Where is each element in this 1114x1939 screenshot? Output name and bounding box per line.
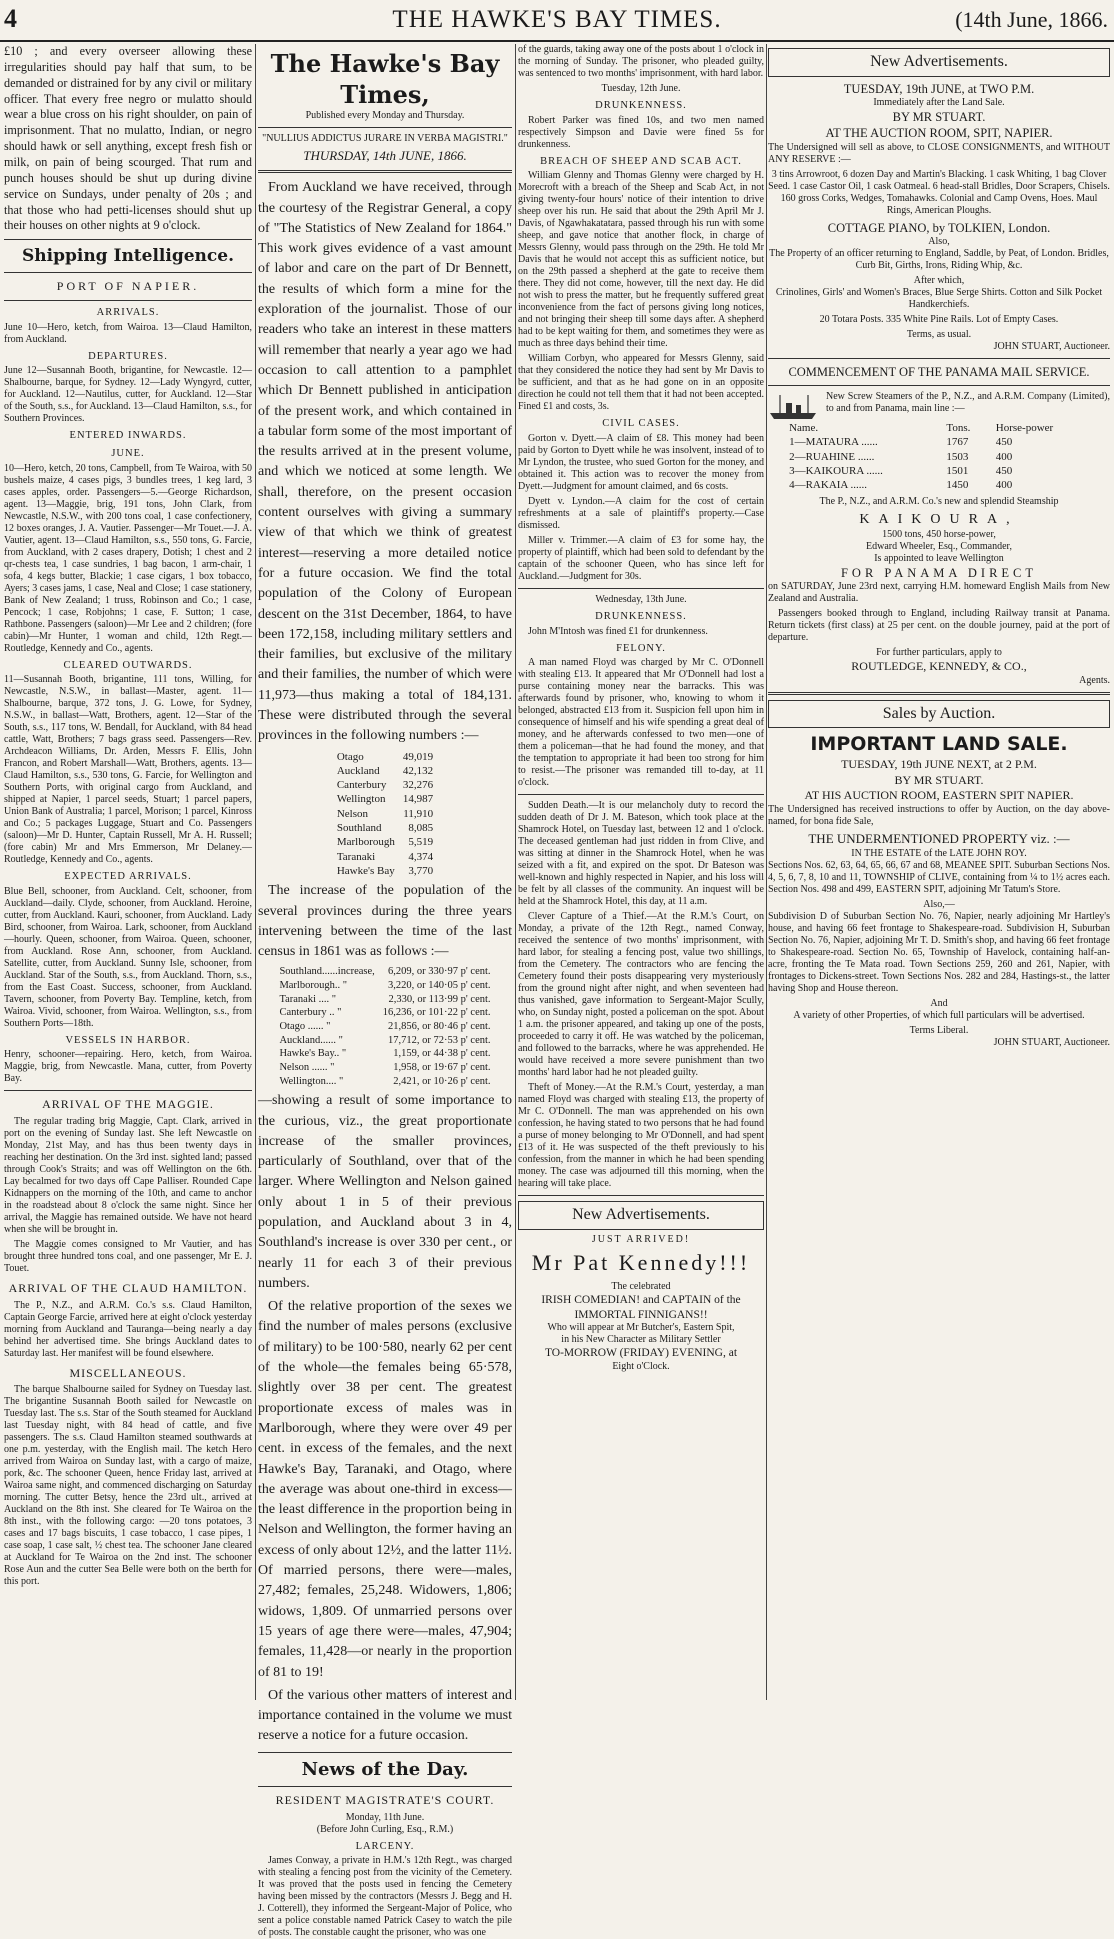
column-2	[258, 44, 512, 1939]
harbor-heading: VESSELS IN HARBOR.	[65, 1034, 191, 1046]
land-sale-date: TUESDAY, 19th JUNE NEXT, at 2 P.M.	[841, 757, 1037, 772]
table-row: Southland......increase, 6,209, or 330·97 p' cent.	[279, 966, 491, 978]
expected-list: Blue Bell, schooner, from Auckland. Celt, schooner, from Auckland—daily. Clyde, schooner, from Auckland. Heroine, cutter, from Auckland. Kauri, schooner, from Auckland. Lady Bird, schooner, from Wairoa. Lark, schooner, from Auckland—hourly. Queen, schooner, from Wairoa. Queen, schooner, from Auckland. Rose Ann, schooner, from Auckland. Satellite, cutter, from Auckland. Sunny Isle, schooner, from Auckland. Star of the South, s.s., from Auckland. Thorn, s.s., from the East Coast. Success, schooner, from Auckland. Tavern, schooner, from Poverty Bay. Templine, ketch, from Wairoa. Vivid, schooner, from Wairoa. Wellington, s.s., from Southern Ports—18th.	[4, 885, 252, 1029]
drunkenness-text-2: John M'Intosh was fined £1 for drunkenness.	[528, 625, 708, 637]
leader-text-2: —showing a result of some importance to the curious, viz., the great proportionate increase of the smaller provinces, particularly of Southland, over that of the larger. Where Wellington and Nelson gained only about 1 in 5 of their previous population, and Auckland about 3 in 4, Southland's increase is over 330 per cent., or nearly 11 for each 3 of their previous numbers.	[258, 1093, 512, 1291]
auctioneer-signature-2: JOHN STUART, Auctioneer.	[993, 1036, 1110, 1048]
new-adv-heading: New Advertisements.	[518, 1201, 764, 1230]
agents: Agents.	[1079, 674, 1110, 686]
table-row: Hawke's Bay 3,770	[336, 864, 434, 877]
terms-liberal: Terms Liberal.	[909, 1024, 969, 1036]
celebrated: The celebrated	[611, 1280, 671, 1292]
leader-text-3: Of the relative proportion of the sexes we find the number of males persons (exclusive of military) to be 100·580, nearly 62 per cent of the whole—the females being 65·578, slightly over 38 per cent. The greatest proportionate excess of males was in Marlborough, where they were over 49 per cent. in excess of the females, and the next Hawke's Bay, Taranaki, and Otago, where the average was about one-third in excess—the least difference in the proportion being in Nelson and Wellington, the former having an excess of only about 12½, and the latter 11½. Of married persons, there were—males, 27,482; females, 25,248. Widowers, 1,806; widows, 1,809. Of unmarried persons over 15 years of age there were—males, 47,904; females, 11,428—or nearly in the proportion of 81 to 19!	[258, 1299, 512, 1680]
province-table	[333, 750, 437, 879]
table-row: Hawke's Bay.. " 1,159, or 44·38 p' cent.	[279, 1048, 491, 1060]
port-heading: PORT OF NAPIER.	[56, 279, 200, 294]
expected-heading: EXPECTED ARRIVALS.	[64, 871, 192, 883]
kaikoura-name: KAIKOURA,	[859, 511, 1019, 527]
shipping-heading: Shipping Intelligence.	[22, 246, 234, 267]
just-arrived: JUST ARRIVED!	[591, 1234, 691, 1245]
increase-table	[275, 965, 494, 1088]
column-1	[4, 44, 252, 1698]
column-4	[768, 44, 1110, 1698]
masthead	[0, 0, 1114, 42]
auctioneer-signature: JOHN STUART, Auctioneer.	[993, 340, 1110, 352]
screw-steamers-text: New Screw Steamers of the P., N.Z., and A.R.M. Company (Limited), to and from Panama, main line :—	[826, 391, 1110, 415]
undersigned-text: The Undersigned will sell as above, to CLOSE CONSIGNMENTS, and WITHOUT ANY RESERVE :—	[768, 141, 1110, 165]
wednesday-date: Wednesday, 13th June.	[595, 593, 687, 605]
cottage-piano: COTTAGE PIANO, by TOLKIEN, London.	[827, 220, 1051, 235]
issue-date: (14th June, 1866.	[955, 7, 1108, 32]
sales-by-auction-heading: Sales by Auction.	[768, 700, 1110, 729]
table-row: Auckland...... " 17,712, or 72·53 p' cent.	[279, 1034, 491, 1046]
table-row: Nelson 11,910	[336, 807, 434, 820]
court-heading: RESIDENT MAGISTRATE'S COURT.	[275, 1793, 495, 1808]
table-row: Otago ...... " 21,856, or 80·46 p' cent.	[279, 1021, 491, 1032]
splendid-text: The P., N.Z., and A.R.M. Co.'s new and splendid Steamship	[819, 495, 1059, 507]
after-land-sale: Immediately after the Land Sale.	[873, 97, 1005, 109]
claud-text: The P., N.Z., and A.R.M. Co.'s s.s. Claud Hamilton, Captain George Farcie, arrived here at eight o'clock yesterday morning from Auckland and Tauranga—being nearly a day behind her advertised time. She brings Auckland dates to Saturday last. Her manifest will be found elsewhere.	[4, 1299, 252, 1359]
important-land-sale: IMPORTANT LAND SALE.	[810, 733, 1068, 756]
totara-list: 20 Totara Posts. 335 White Pine Rails. Lot of Empty Cases.	[819, 313, 1059, 325]
by-stuart: BY MR STUART.	[892, 110, 986, 125]
character-line: in his New Character as Military Settler	[561, 1334, 721, 1346]
newspaper-title: THE HAWKE'S BAY TIMES.	[392, 6, 722, 33]
drunkenness-heading-2: DRUNKENNESS.	[595, 610, 687, 622]
maggie-heading: ARRIVAL OF THE MAGGIE.	[42, 1097, 214, 1112]
table-row: Marlborough 5,519	[336, 836, 434, 849]
motto: "NULLIUS ADDICTUS JURARE IN VERBA MAGISTRI."	[262, 133, 508, 145]
claud-heading: ARRIVAL OF THE CLAUD HAMILTON.	[8, 1281, 248, 1296]
court-date: Monday, 11th June.	[345, 1811, 425, 1823]
civil-case-3: Miller v. Trimmer.—A claim of £3 for some hay, the property of plaintiff, which had been sold to defendant by the captain of the schooner Queen, who has since left for Auckland.—Judgment for 30s.	[518, 534, 764, 582]
court-before: (Before John Curling, Esq., R.M.)	[316, 1823, 454, 1835]
felony-text: A man named Floyd was charged by Mr C. O'Donnell with stealing £13. It appeared that Mr O'Donnell had lost a purse containing money near the barracks. This was afterwards found by prisoner, who, knowing to whom it belonged, abstracted £13 from it. Suspicion fell upon him in consequence of himself and his wife spending a great deal of money, and he afterwards confessed to two men—one of them a policeman—that he had found the money, and that the temptation to appropriate it had been too strong for him to resist.—The prisoner was remanded till to-day, at 11 o'clock.	[518, 657, 764, 789]
routledge: ROUTLEDGE, KENNEDY, & CO.,	[851, 658, 1027, 673]
table-row: Taranaki .... " 2,330, or 113·99 p' cent.	[279, 993, 491, 1005]
page-number: 4	[4, 4, 17, 33]
saturday-text: on SATURDAY, June 23rd next, carrying H.M. homeward English Mails from New Zealand and Australia.	[768, 580, 1110, 604]
theft-text: Theft of Money.—At the R.M.'s Court, yesterday, a man named Floyd was charged with stealing £13, the property of Mr C. O'Donnell. The man was apprehended on his own confession, he having stated to two persons that he had found a purse of money belonging to Mr O'Donnell, and had spent £13 of it. He was suspected of the theft previously to his confession, from the manner in which he had been spending money. The case was adjourned till this morning, when the hearing will take place.	[518, 1082, 764, 1190]
entered-list: 10—Hero, ketch, 20 tons, Campbell, from Te Wairoa, with 50 bushels maize, 4 cases pigs, 3 bundles trees, 1 keg lard, 3 cases apples, order. Passengers—5.—George Richardson, agent. 13—Maggie, brig, 191 tons, John Clark, from Newcastle, N.S.W., with 200 tons coal, 1 case confectionery, 12 boxes oranges, J. A. Vautier. Passenger—Mr Touet.—J. A. Vautier, agent. 13—Claud Hamilton, s.s., 550 tons, G. Farcie, from Auckland, with 2 cases drapery, Dotish; 1 chest and 2 qr-chests tea, 1 case sundries, 1 bag bacon, 1 arm-chair, 1 sofa, 4 kegs butter, Blackie; 1 case cigars, 1 box tobacco, Ayers; 3 cases jams, 1 case, Neal and Close; 1 case stationery, Bank of New Zealand; 1 truss, Robinson and Co.; 1 case, Pencock; 1 case, Robjohns; 1 case, F. Sutton; 1 case, Rathbone. Passengers (saloon)—Mr Lee and 2 children; (fore cabin)—Mr Hunter, 1 woman and child, 12th Regt.—Routledge, Kennedy and Co., agents.	[4, 462, 252, 654]
officer-property: The Property of an officer returning to England, Saddle, by Peat, of London. Bridles, Curb Bit, Girths, Irons, Riding Whip, &c.	[769, 247, 1109, 271]
leader-text-4: Of the various other matters of interest and importance contained in the volume we must reserve a notice for a future occasion.	[258, 1687, 512, 1744]
misc-text: The barque Shalbourne sailed for Sydney on Tuesday last. The brigantine Susannah Booth sailed for Newcastle on Tuesday last. The s.s. Star of the South steamed for Auckland last Tuesday night, with 84 head of cattle, and five passengers. The s.s. Claud Hamilton steamed southwards at one p.m. yesterday, with the English mail. The ketch Hero arrived from Wairoa on Sunday last, with a cargo of maize, pork, &c. The schooner Queen, hence Friday last, arrived at Wairoa same night, and commenced discharging on Saturday morning. The cutter Betsy, hence the 23rd ult., arrived at Auckland on the 8th inst. She cleared for Te Wairoa on the 8th inst., with the following cargo: —20 tons potatoes, 3 cases and 17 bags biscuits, 1 case tobacco, 1 case pipes, 1 case soap, 1 case salt, ½ chest tea. The schooner Jane cleared at Auckland for Te Wairoa on the 2nd inst. The schooner Rose Aun and the cutter Sea Belle were both on the berth for this port.	[4, 1384, 252, 1588]
civil-heading: CIVIL CASES.	[602, 418, 680, 430]
sudden-death-text: Sudden Death.—It is our melancholy duty to record the sudden death of Dr J. M. Bateson, which took place at the Shamrock Hotel, on Tuesday last, between 12 and 1 o'clock. The deceased gentleman had just ridden in from Clive, and was sitting at dinner in the Shamrock Hotel, when he was seized with a fit, and expired on the spot. Dr Bateson was well-known and highly respected in Napier, and his loss will be felt by all classes of the community. An inquest will be held at the Shamrock Hotel, this day, at 11 a.m.	[518, 800, 764, 908]
column-rule	[255, 44, 256, 1700]
subdivision-list: Subdivision D of Suburban Section No. 76, Napier, nearly adjoining Mr Hartley's house, and having 66 feet frontage to Shakespeare-road. Subdivision H, Suburban Section No. 76, Napier, adjoining Mr T. D. Smith's shop, and having 66 feet frontage to Shakespeare-road. Section No. 65, Township of Havelock, containing half-an-acre, fronting the Te Mata road. Town Sections 259, 260 and 261, Napier, with frontages to Dickens-street. Town Sections Nos. 282 and 284, Hastings-st., the latter having Shop and House thereon.	[768, 910, 1110, 994]
capture-text: Clever Capture of a Thief.—At the R.M.'s Court, on Monday, a private of the 12th Regt., named Conway, received the sentence of two months' imprisonment, with hard labor, for stealing a fencing post, value two shillings, from the Cemetery. The contractors who are fencing the Cemetery found their posts disappearing very mysteriously from the ground night after night, and when seventeen had thus vanished, gave information to Sergeant-Major Scully, who, on Sunday night, posted a policeman on the spot. About 1 a.m. the prisoner appeared, and taking up one of the posts, proceeded to carry it off. He was watched by the policeman, and followed to the barracks, where he was apprehended. He would have received a more severe punishment than two months' hard labor had he not pleaded guilty.	[518, 911, 764, 1079]
steamship-icon	[768, 391, 820, 421]
table-row: Marlborough.. " 3,220, or 140·05 p' cent.	[279, 980, 491, 992]
land-auction-room: AT HIS AUCTION ROOM, EASTERN SPIT NAPIER.	[804, 788, 1074, 803]
tomorrow-line: TO-MORROW (FRIDAY) EVENING, at	[544, 1347, 738, 1360]
arrivals-list: June 10—Hero, ketch, from Wairoa. 13—Claud Hamilton, from Auckland.	[4, 321, 252, 345]
maggie-text-2: The Maggie comes consigned to Mr Vautier, and has brought three hundred tons coal, and one passenger, Mr E. J. Touet.	[4, 1239, 252, 1275]
land-by-stuart: BY MR STUART.	[894, 772, 984, 787]
auction-room: AT THE AUCTION ROOM, SPIT, NAPIER.	[825, 126, 1053, 141]
civil-case-1: Gorton v. Dyett.—A claim of £8. This money had been paid by Gorton to Dyett while he was insolvent, instead of to Mr Lyndon, the trustee, who sued Gorton for the money, and obtained it. This action was to recover the money from Dyett.—Judgment for amount claimed, and 6s costs.	[518, 432, 764, 492]
passengers-text: Passengers booked through to England, including Railway transit at Panama. Return tickets (first class) at 25 per cent. on the double journey, paid at the port of departure.	[768, 607, 1110, 643]
sale-date: TUESDAY, 19th JUNE, at TWO P.M.	[843, 81, 1035, 96]
eight-oclock: Eight o'Clock.	[612, 1361, 670, 1373]
leader-text: From Auckland we have received, through the courtesy of the Registrar General, a copy of "The Statistics of New Zealand for 1864." This work gives evidence of a vast amount of labor and care on the part of Dr Bennett, the results of which form a mine for the exploration of the journalist. Those of our readers who take an interest in these matters will remember that nearly a year ago we had occasion to call attention to a pamphlet which Dr Bennett published in anticipation of the present work, and which contained in a tabular form some of the most important of the results arrived at in the present volume, and which we noticed at some length. We shall, therefore, on the present occasion content ourselves with giving a summary view of that which we think of greatest interest—reserving a more detailed notice for a future occasion. We find the total population of the Colony of European descent on the 31st December, 1864, to have been 172,158, including military settlers and their families, but exclusive of the military and their families, the number of which were 11,973—thus making a total of 184,131. These were distributed through the several provinces in the following numbers :—	[258, 180, 512, 744]
table-row: Wellington.... " 2,421, or 10·26 p' cent.	[279, 1075, 491, 1087]
harbor-list: Henry, schooner—repairing. Hero, ketch, from Wairoa. Maggie, brig, from Newcastle. Mana, cutter, from Poverty Bay.	[4, 1049, 252, 1085]
appointed: Is appointed to leave Wellington	[874, 552, 1004, 564]
undermentioned-property: THE UNDERMENTIONED PROPERTY viz. :—	[808, 830, 1070, 846]
also-label-2: Also,—	[923, 898, 955, 910]
misc-heading: MISCELLANEOUS.	[69, 1365, 187, 1380]
column-rule	[766, 44, 767, 1700]
kennedy-name: Mr Pat Kennedy!!!	[531, 1250, 751, 1275]
finnigans: IMMORTAL FINNIGANS!!	[574, 1308, 708, 1321]
cleared-heading: CLEARED OUTWARDS.	[63, 659, 193, 671]
departures-heading: DEPARTURES.	[88, 350, 168, 362]
maggie-text: The regular trading brig Maggie, Capt. Clark, arrived in port on the evening of Sunday last. She left Newcastle on Monday, 21st May, and has thus been twenty days in reaching her destination. On the 3rd inst. sighted land; passed through Cook's Straits; and was off Wellington on the 6th. Lay becalmed for two days off Cape Palliser. Rounded Cape Kidnappers on the morning of the 10th, and came to anchor in the roadstead about 8 o'clock the same night. Since her arrival, the Maggie has remained outside. We have not heard when she will be brought in.	[4, 1116, 252, 1236]
drunkenness-text: Robert Parker was fined 10s, and two men named respectively Simpson and Davie were fined 5s for drunkenness.	[518, 114, 764, 150]
cleared-list: 11—Susannah Booth, brigantine, 111 tons, Willing, for Newcastle, N.S.W., in ballast—Master, agent. 11—Shalbourne, barque, 372 tons, J. G. Lowe, for Sydney, N.S.W., in ballast—Watt, Brothers, agent. 12—Star of the South, s.s., 117 tons, W. Bendall, for Auckland, with 84 head cattle, Watt, Brothers; 7 bags grass seed. Passengers—Rev. Archdeacon Williams, Dr. Arden, Messrs F. Ellis, John Francon, and Robert Marshall—Watt, Brothers, agents. 13—Claud Hamilton, s.s., 530 tons, G. Farcie, for Wellington and Southern Ports, with original cargo from Auckland, and shipped at Napier, 1 parcel seeds, Stuart; 1 parcel papers, Union Bank of Australia; 1 parcel, Morison; 1 parcel, Kinross and Co.; 5 packages Luggage, Stuart and Co. Passengers (saloon)—Mr D. Hunter, Captain Russell, Mr A. H. Russell; (fore cabin) Mr and Mrs Emmerson, Mr Delaney.—Routledge, Kennedy and Co., agents.	[4, 674, 252, 866]
breach-text: William Glenny and Thomas Glenny were charged by H. Morecroft with a breach of the Sheep and Scab Act, in not giving twenty-four hours' notice of their intention to drive sheep over his run. He said that about the 29th April Mr J. Davis, of Ngawhakatatara, passed through his run with some sheep, and gave notice that another flock, in charge of Messrs Glenny, would pass through on the 29th. He told Mr Davis that he would not accept this as sufficient notice, but on the 29th passed a shepherd at the gate to receive them there. They did not come, however, till the next day. He did not wish to press the matter, but he frequently suffered great inconvenience from the fact of persons giving long notices, and not bringing their sheep till some days after. A shepherd had to be kept waiting for them, and sometimes they were as much as three days behind their time.	[518, 170, 764, 350]
sections-list: Sections Nos. 62, 63, 64, 65, 66, 67 and 68, MEANEE SPIT. Suburban Sections Nos. 4, 5, 6, 7, 8, 10 and 11, TOWNSHIP of CLIVE, containing from ¼ to 1½ acres each. Section Nos. 498 and 499, EASTERN SPIT, adjoining Mr Tatum's Store.	[768, 859, 1110, 895]
horse-power: 1500 tons, 450 horse-power,	[882, 528, 996, 540]
for-panama: FOR PANAMA DIRECT	[840, 565, 1038, 580]
breach-text-2: William Corbyn, who appeared for Messrs Glenny, said that they considered the notice they had sent by Mr Davis to be sufficient, and that as he had gone on in an opposite direction he could not tell them that it had not been accepted. Fined £1 and costs, 3s.	[518, 353, 764, 413]
table-header: Name. Tons. Horse-power	[789, 422, 1054, 435]
table-row: Nelson ...... " 1,958, or 19·67 p' cent.	[279, 1061, 491, 1073]
court-continuation: of the guards, taking away one of the posts about 1 o'clock in the morning of Sunday. The prisoner, who pleaded guilty, was sentenced to two months' imprisonment, with hard labor.	[518, 44, 764, 79]
arrivals-heading: ARRIVALS.	[96, 307, 160, 318]
larceny-heading: LARCENY.	[355, 1840, 415, 1852]
departures-list: June 12—Susannah Booth, brigantine, for Newcastle. 12—Shalbourne, barque, for Sydney. 12—Lady Wyngyrd, cutter, for Auckland. 12—Nautilus, cutter, for Auckland. 12—Star of the South, s.s., for Auckland. 13—Claud Hamilton, s.s., for Southern Provinces.	[4, 365, 252, 425]
flag-title: The Hawke's Bay Times,	[270, 49, 500, 110]
june-label: JUNE.	[111, 447, 145, 459]
commander: Edward Wheeler, Esq., Commander,	[866, 540, 1012, 552]
terms-usual: Terms, as usual.	[906, 328, 972, 340]
civil-case-2: Dyett v. Lyndon.—A claim for the cost of certain refreshments at a sale of plaintiff's property.—Case dismissed.	[518, 495, 764, 531]
table-row: Taranaki 4,374	[336, 850, 434, 863]
new-adv-heading-2: New Advertisements.	[768, 48, 1110, 77]
article-continuation: £10 ; and every overseer allowing these irregularities should pay half that sum, to be demanded or distrained for by any civil or military officer. That every free negro or mulatto should wear a blue cross on his right shoulder, on pain of imprisonment. That no mulatto, Indian, or negro should hawk or sell anything, except fresh fish or milk, on pain of being scourged. That rum and punch houses should be shut up during divine service on Sundays, under penalty of 20s ; and that those who had petti-licenses should shut up their houses on other nights at 9 o'clock.	[4, 44, 252, 233]
news-heading: News of the Day.	[301, 1758, 469, 1780]
table-row: Auckland 42,132	[336, 764, 434, 777]
after-which: After which,	[913, 274, 965, 286]
table-row: Canterbury .. " 16,236, or 101·22 p' cent.	[279, 1007, 491, 1019]
table-row: Otago 49,019	[336, 750, 434, 763]
table-row: 4—RAKAIA ...... 1450 400	[789, 479, 1013, 492]
table-row: Southland 8,085	[336, 822, 434, 835]
further-particulars: For further particulars, apply to	[876, 646, 1002, 658]
variety-text: A variety of other Properties, of which full particulars will be advertised.	[793, 1009, 1085, 1021]
felony-heading: FELONY.	[616, 642, 666, 654]
estate-line: IN THE ESTATE of the LATE JOHN ROY.	[851, 847, 1027, 859]
drunkenness-heading: DRUNKENNESS.	[595, 100, 687, 111]
fleet-table	[785, 421, 1093, 492]
entered-heading: ENTERED INWARDS.	[69, 430, 187, 442]
increase-intro: The increase of the population of the several provinces during the three years intervening between the time of the last census in 1861 was as follows :—	[258, 883, 512, 960]
table-row: Wellington 14,987	[336, 793, 434, 806]
irish-comedian: IRISH COMEDIAN! and CAPTAIN of the	[541, 1293, 741, 1306]
dateline: THURSDAY, 14th JUNE, 1866.	[303, 148, 467, 164]
tuesday-date: Tuesday, 12th June.	[601, 83, 681, 94]
column-3	[518, 44, 764, 1698]
column-rule	[515, 44, 516, 1700]
and-label: And	[930, 997, 948, 1009]
breach-heading: BREACH OF SHEEP AND SCAB ACT.	[540, 155, 742, 167]
published-line: Published every Monday and Thursday.	[305, 110, 465, 122]
also-label: Also,	[928, 235, 950, 247]
table-row: 1—MATAURA ...... 1767 450	[789, 436, 1013, 449]
larceny-text: James Conway, a private in H.M.'s 12th Regt., was charged with stealing a fencing post from the vicinity of the Cemetery. It was proved that the posts used in fencing the Cemetery having been missed by the contractors (Messrs J. Begg and H. J. Cotterell), they informed the Sergeant-Major of Police, who sent a police constable named Patrick Casey to watch the pile of posts. The constable caught the prisoner, who was one	[258, 1855, 512, 1939]
appear-line: Who will appear at Mr Butcher's, Eastern Spit,	[547, 1322, 735, 1334]
crinolines-list: Crinolines, Girls' and Women's Braces, Blue Serge Shirts. Cotton and Silk Pocket Handkerchiefs.	[775, 286, 1103, 310]
goods-list: 3 tins Arrowroot, 6 dozen Day and Martin's Blacking. 1 cask Whiting, 1 bag Clover Seed. 1 case Castor Oil, 1 cask Oatmeal. 6 head-stall Bridles, Door Scrapers, Chisels. 160 gross Corks, Wedges, Tomahawks. Colonial and Camp Ovens, Hoes. Maul Rings, American Ploughs.	[768, 168, 1110, 216]
land-intro: The Undersigned has received instructions to offer by Auction, on the day above-named, for bona fide Sale,	[768, 803, 1110, 827]
table-row: 3—KAIKOURA ...... 1501 450	[789, 464, 1013, 477]
table-row: Canterbury 32,276	[336, 779, 434, 792]
panama-heading: COMMENCEMENT OF THE PANAMA MAIL SERVICE.	[788, 364, 1090, 379]
table-row: 2—RUAHINE ...... 1503 400	[789, 450, 1013, 463]
